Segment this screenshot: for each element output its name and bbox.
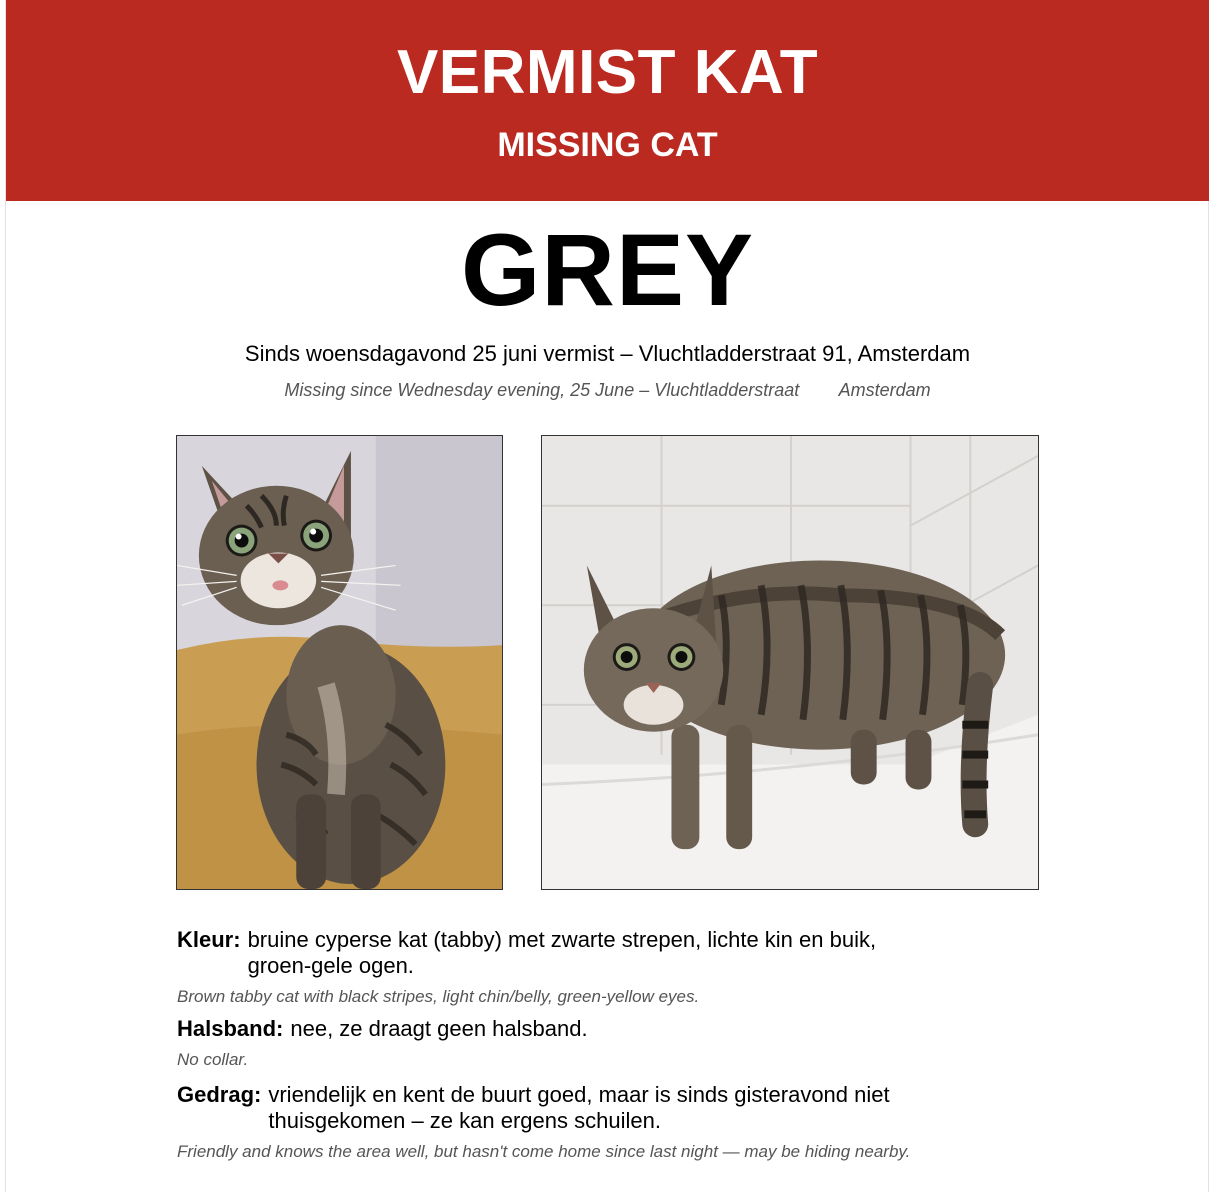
tabby-cat-standing-in-bathtub-photo — [541, 435, 1039, 890]
color-label: Kleur: — [177, 927, 241, 952]
collar-text-english: No collar. — [177, 1050, 249, 1069]
color-text-english: Brown tabby cat with black stripes, light chin/belly, green-yellow eyes. — [177, 987, 700, 1006]
cat-name: GREY — [460, 213, 755, 327]
header-banner — [6, 0, 1209, 201]
behavior-detail — [177, 1082, 1057, 1134]
behavior-label: Gedrag: — [177, 1082, 262, 1107]
cat-sitting-illustration — [177, 436, 502, 889]
behavior-text-dutch: vriendelijk en kent de buurt goed, maar is sinds gisteravond niet thuisgekomen – ze kan ergens schuilen. — [268, 1082, 890, 1133]
missing-since-english: Missing since Wednesday evening, 25 June – Vluchtladderstraat Amsterdam — [284, 380, 931, 400]
behavior-text-english: Friendly and knows the area well, but hasn't come home since last night — may be hiding nearby. — [177, 1142, 911, 1161]
poster-title: VERMIST KAT — [396, 38, 819, 107]
tabby-cat-sitting-photo — [176, 435, 503, 890]
color-detail — [177, 927, 1057, 979]
collar-text-dutch: nee, ze draagt geen halsband. — [290, 1016, 588, 1041]
collar-detail — [177, 1016, 1057, 1042]
poster-subtitle: MISSING CAT — [497, 126, 718, 164]
collar-label: Halsband: — [177, 1016, 284, 1041]
cat-standing-illustration — [542, 436, 1038, 889]
missing-since-dutch: Sinds woensdagavond 25 juni vermist – Vluchtladderstraat 91, Amsterdam — [244, 341, 971, 366]
color-text-dutch: bruine cyperse kat (tabby) met zwarte strepen, lichte kin en buik, groen-gele ogen. — [247, 927, 877, 978]
